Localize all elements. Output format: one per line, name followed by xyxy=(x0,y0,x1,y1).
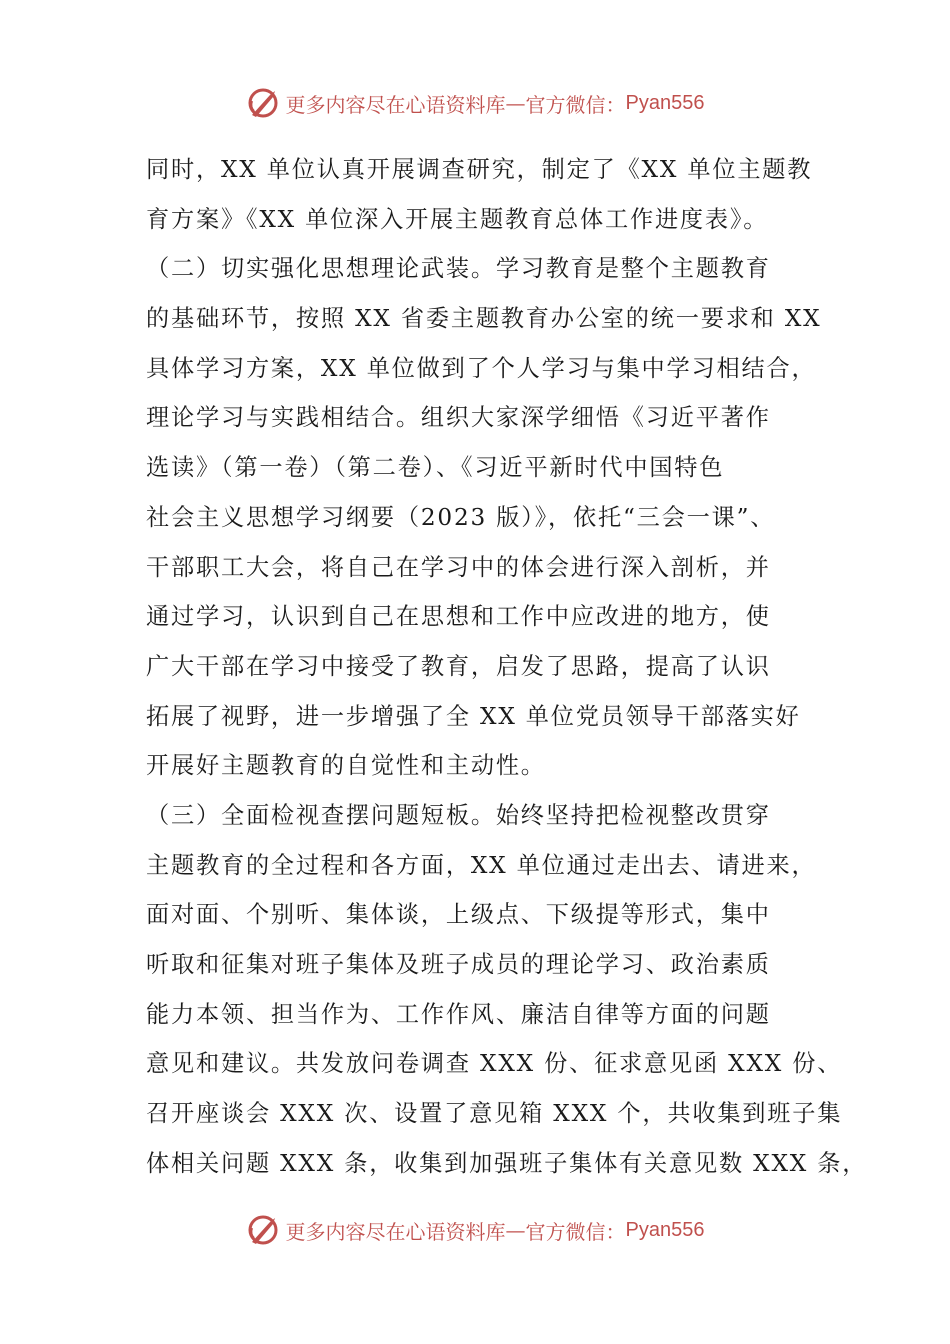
text-line: 理论学习与实践相结合。组织大家深学细悟《习近平著作 xyxy=(146,404,771,432)
footer-site-name: 更多内容尽在心语资料库 xyxy=(285,1219,506,1244)
header-wechat-id: Pyan556 xyxy=(625,91,705,114)
text-line: 通过学习，认识到自己在思想和工作中应改进的地方，使 xyxy=(146,603,771,631)
text-line: 同时，XX 单位认真开展调查研究，制定了《XX 单位主题教 xyxy=(146,156,813,183)
text-line: 选读》（第一卷）（第二卷）、《习近平新时代中国特色 xyxy=(146,454,725,482)
pen-logo-icon xyxy=(246,1212,282,1248)
footer-wechat-id: Pyan556 xyxy=(625,1218,705,1241)
text-line: 体相关问题 XXX 条，收集到加强班子集体有关意见数 XXX 条， xyxy=(146,1149,868,1177)
header-banner xyxy=(0,83,950,123)
text-line: 意见和建议。共发放问卷调查 XXX 份、征求意见函 XXX 份、 xyxy=(146,1050,843,1078)
text-line: 能力本领、担当作为、工作作风、廉洁自律等方面的问题 xyxy=(146,1000,771,1028)
text-line: 干部职工大会，将自己在学习中的体会进行深入剖析，并 xyxy=(146,553,771,581)
text-line: （三）全面检视查摆问题短板。始终坚持把检视整改贯穿 xyxy=(146,801,771,829)
text-line: 听取和征集对班子集体及班子成员的理论学习、政治素质 xyxy=(146,951,771,978)
header-site-name: 更多内容尽在心语资料库 xyxy=(285,92,506,117)
footer-banner xyxy=(0,1210,950,1250)
text-line: 面对面、个别听、集体谈，上级点、下级提等形式，集中 xyxy=(146,901,771,929)
text-line: 育方案》《XX 单位深入开展主题教育总体工作进度表》。 xyxy=(146,205,769,233)
text-line: 社会主义思想学习纲要（2023 版）》，依托“三会一课”、 xyxy=(146,503,776,531)
footer-dash: — xyxy=(505,1218,526,1242)
text-line: 召开座谈会 XXX 次、设置了意见箱 XXX 个，共收集到班子集 xyxy=(146,1100,843,1128)
text-line: 开展好主题教育的自觉性和主动性。 xyxy=(146,752,546,780)
text-line: （二）切实强化思想理论武装。学习教育是整个主题教育 xyxy=(146,255,771,283)
text-line: 广大干部在学习中接受了教育，启发了思路，提高了认识 xyxy=(146,652,771,680)
header-wechat-label: 官方微信： xyxy=(525,92,626,117)
text-line: 的基础环节，按照 XX 省委主题教育办公室的统一要求和 XX xyxy=(146,305,822,333)
text-line: 拓展了视野，进一步增强了全 XX 单位党员领导干部落实好 xyxy=(146,702,801,730)
document-body xyxy=(146,145,868,1188)
header-dash: — xyxy=(505,91,526,115)
text-line: 主题教育的全过程和各方面，XX 单位通过走出去、请进来， xyxy=(146,851,817,879)
text-line: 具体学习方案，XX 单位做到了个人学习与集中学习相结合， xyxy=(146,354,817,382)
footer-wechat-label: 官方微信： xyxy=(525,1219,626,1244)
pen-logo-icon xyxy=(246,85,282,121)
